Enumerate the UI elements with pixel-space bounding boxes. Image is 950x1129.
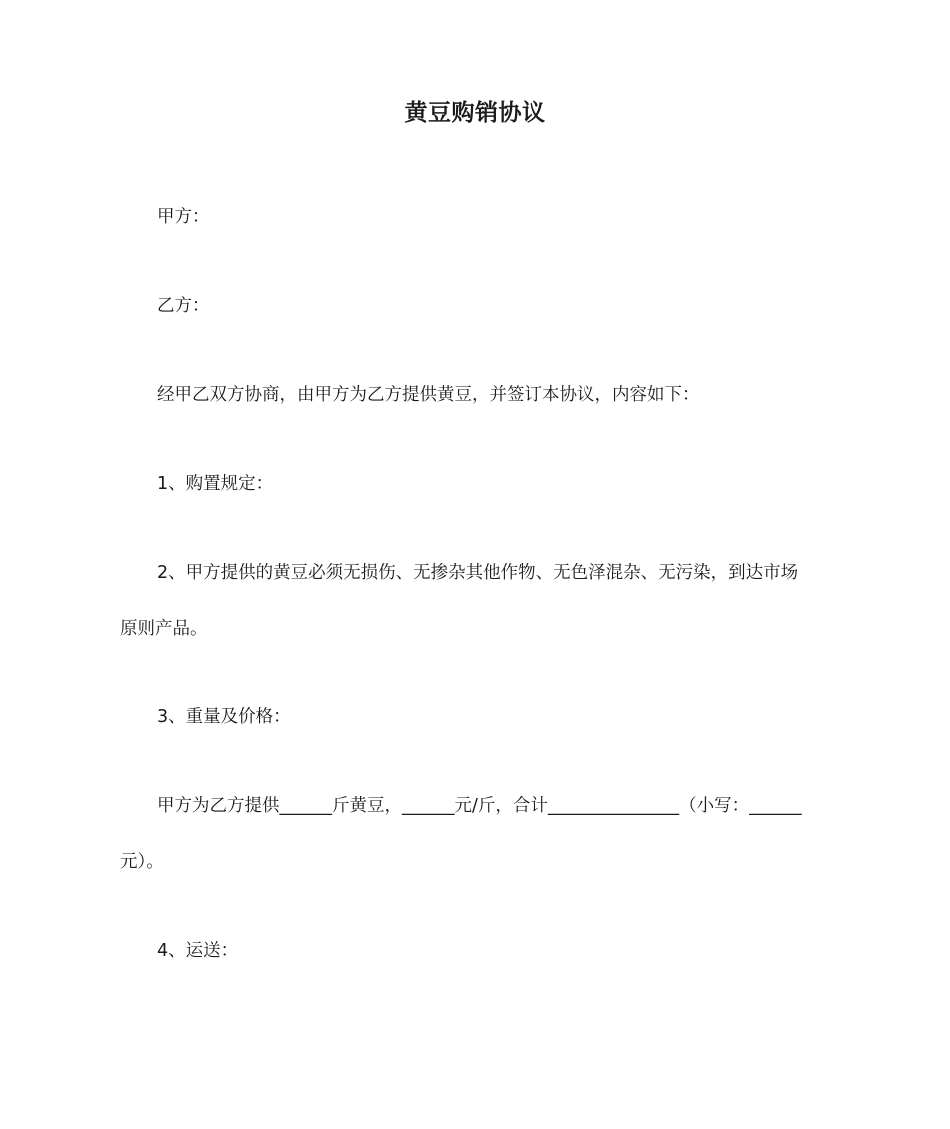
- intro-paragraph: 经甲乙双方协商，由甲方为乙方提供黄豆，并签订本协议，内容如下：: [157, 385, 700, 405]
- document-title: 黄豆购销协议: [404, 100, 546, 126]
- section-2-line-2: 原则产品。: [120, 619, 208, 639]
- party-b-label: 乙方：: [157, 296, 210, 316]
- section-1-heading: 1、购置规定：: [157, 474, 274, 494]
- price-line-1: 甲方为乙方提供______斤黄豆，______元/斤，合计_______________（小写：______: [157, 796, 802, 816]
- section-4-heading: 4、运送：: [157, 941, 239, 961]
- section-2-line-1: 2、甲方提供的黄豆必须无损伤、无掺杂其他作物、无色泽混杂、无污染，到达市场: [157, 563, 799, 583]
- price-line-2: 元）。: [120, 852, 164, 872]
- party-a-label: 甲方：: [157, 207, 210, 227]
- section-3-heading: 3、重量及价格：: [157, 707, 291, 727]
